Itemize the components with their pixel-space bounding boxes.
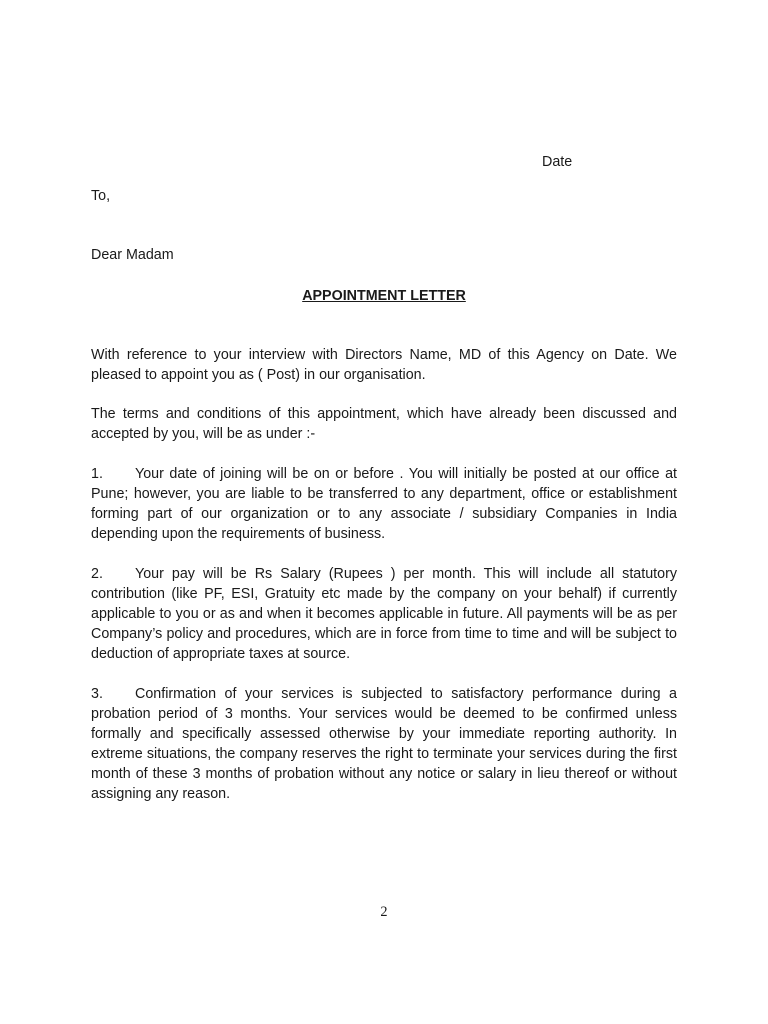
clause-3 — [91, 685, 677, 804]
clause-1 — [91, 465, 677, 545]
clause-number: 2. — [91, 566, 103, 582]
clause-number: 1. — [91, 466, 103, 482]
clause-text: Confirmation of your services is subjected to satisfactory performance during a probation period of 3 months. Your services would be deemed to be confirmed unless formally and specifically assessed otherwise by your immediate reporting authority. In extreme situations, the company reserves the right to terminate your services during the first month of these 3 months of probation without any notice or salary in lieu thereof or without assigning any reason. — [91, 686, 677, 802]
clause-text: Your date of joining will be on or before . You will initially be posted at our office at Pune; however, you are liable to be transferred to any department, office or establishment forming part of our organization or to any associate / subsidiary Companies in India depending upon the requirements of business. — [91, 466, 677, 542]
page-number: 2 — [380, 904, 388, 920]
recipient-label: To, — [91, 188, 111, 204]
letter-title: APPOINTMENT LETTER — [302, 288, 466, 304]
terms-paragraph: The terms and conditions of this appointment, which have already been discussed and accepted by you, will be as under :- — [91, 406, 677, 442]
salutation: Dear Madam — [91, 247, 174, 263]
clause-text: Your pay will be Rs Salary (Rupees ) per month. This will include all statutory contribution (like PF, ESI, Gratuity etc made by the company on your behalf) if currently applicable to you or as and when it becomes applicable in future. All payments will be as per Company’s policy and procedures, which are in force from time to time and will be subject to deduction of appropriate taxes at source. — [91, 566, 677, 662]
clause-number: 3. — [91, 686, 103, 702]
intro-paragraph: With reference to your interview with Directors Name, MD of this Agency on Date. We pleased to appoint you as ( Post) in our organisation. — [91, 347, 677, 383]
date-label: Date — [542, 154, 573, 170]
clause-2 — [91, 565, 677, 665]
